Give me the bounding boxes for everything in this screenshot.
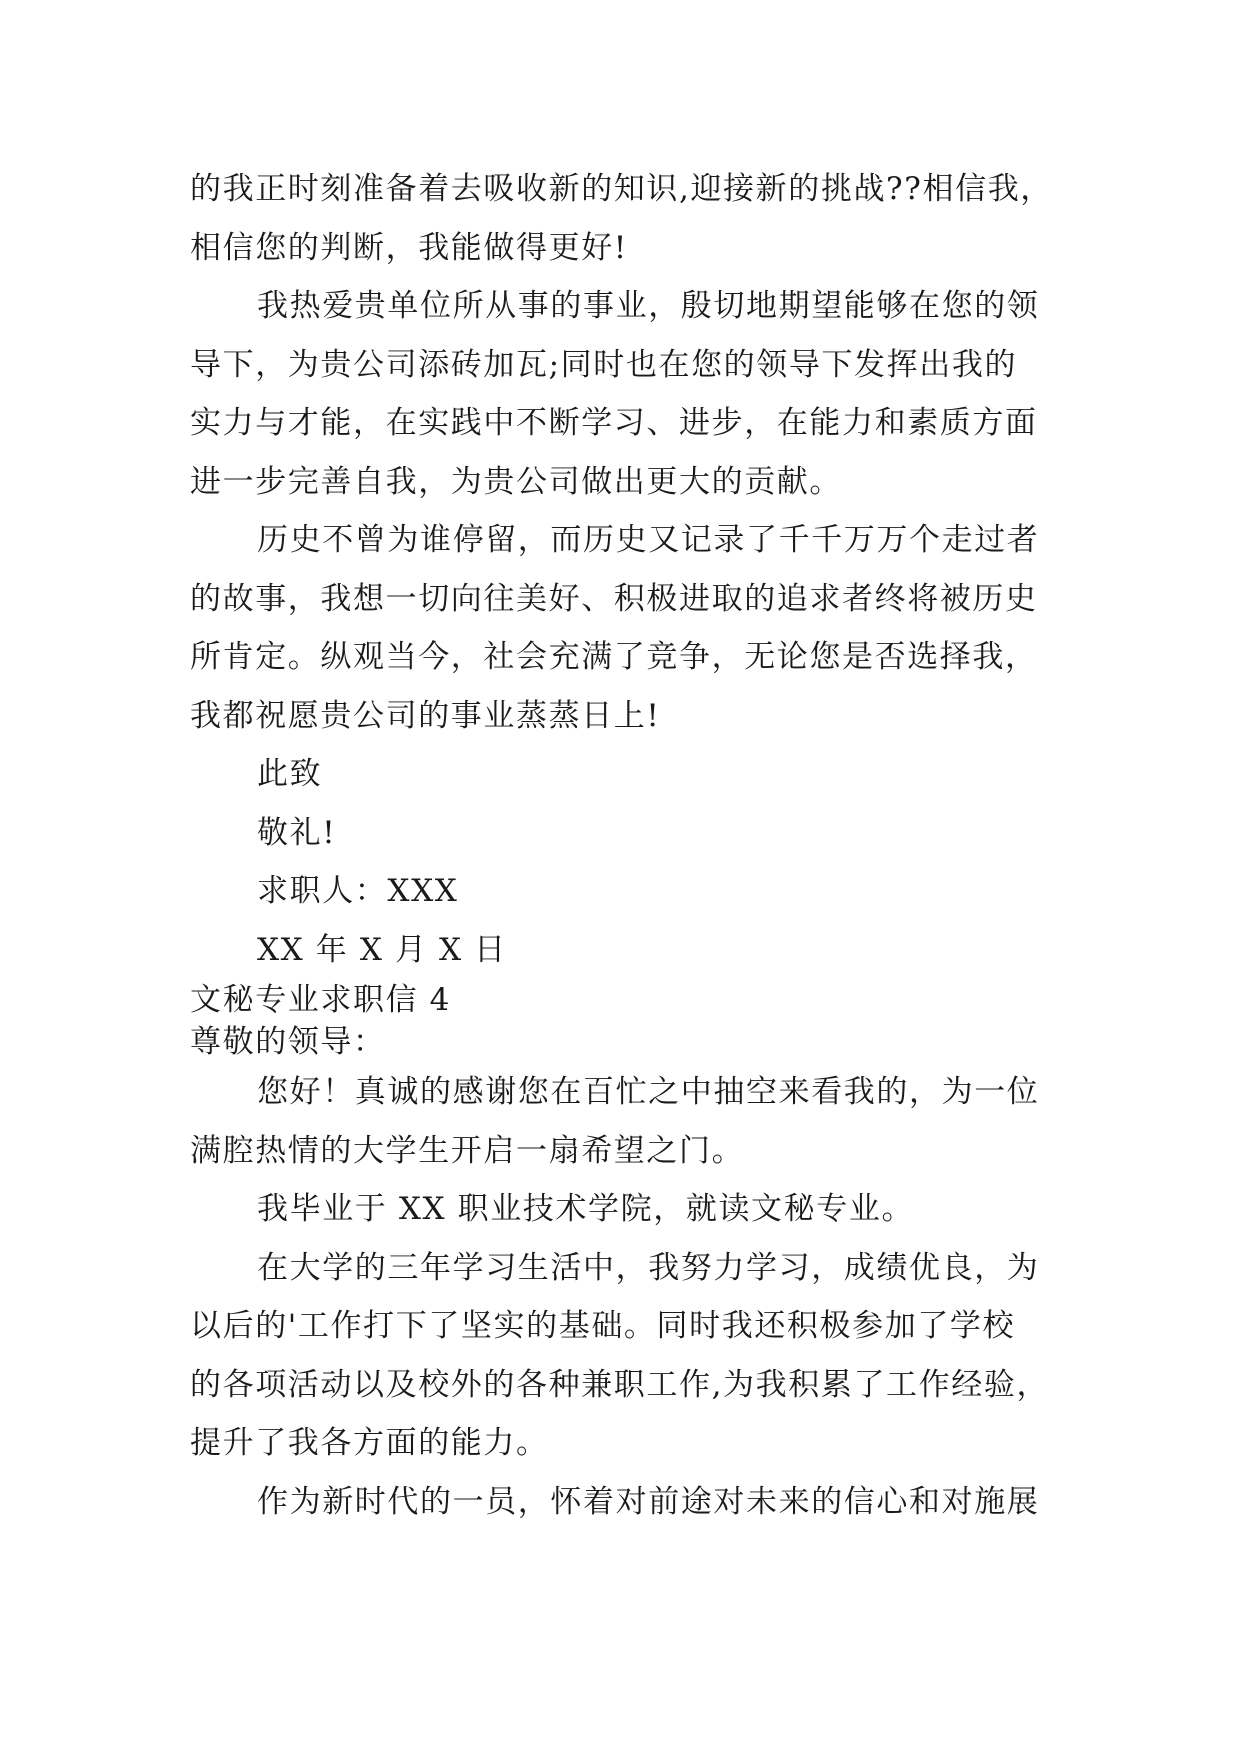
paragraph-line: 进一步完善自我，为贵公司做出更大的贡献。 [190, 463, 842, 500]
paragraph-line: 导下，为贵公司添砖加瓦;同时也在您的领导下发挥出我的 [190, 346, 1018, 383]
section-title: 文秘专业求职信 4 [190, 982, 451, 1018]
paragraph-line: 满腔热情的大学生开启一扇希望之门。 [190, 1132, 745, 1169]
salutation-line: 敬礼! [257, 814, 337, 851]
paragraph-line: 实力与才能，在实践中不断学习、进步，在能力和素质方面 [190, 405, 1038, 441]
paragraph-line: 在大学的三年学习生活中，我努力学习，成绩优良，为 [257, 1249, 1040, 1286]
paragraph-line: 作为新时代的一员，怀着对前途对未来的信心和对施展 [257, 1483, 1040, 1520]
paragraph-line: 所肯定。纵观当今，社会充满了竞争，无论您是否选择我， [190, 639, 1038, 675]
closing-line: 此致 [257, 756, 323, 792]
signature-line: 求职人：XXX [257, 873, 459, 909]
greeting-line: 尊敬的领导： [190, 1024, 386, 1060]
paragraph-line: 的我正时刻准备着去吸收新的知识,迎接新的挑战??相信我， [190, 171, 1053, 207]
paragraph-line: 的各项活动以及校外的各种兼职工作,为我积累了工作经验， [190, 1366, 1050, 1403]
paragraph-line: 我毕业于 XX 职业技术学院，就读文秘专业。 [257, 1191, 915, 1227]
paragraph-line: 的故事，我想一切向往美好、积极进取的追求者终将被历史 [190, 580, 1038, 617]
paragraph-line: 相信您的判断，我能做得更好! [190, 229, 628, 266]
paragraph-line: 我都祝愿贵公司的事业蒸蒸日上! [190, 697, 661, 734]
paragraph-line: 我热爱贵单位所从事的事业，殷切地期望能够在您的领 [257, 288, 1040, 324]
paragraph-line: 您好！真诚的感谢您在百忙之中抽空来看我的，为一位 [257, 1074, 1040, 1110]
paragraph-line: 以后的'工作打下了坚实的基础。同时我还积极参加了学校 [190, 1308, 1016, 1344]
date-line: XX 年 X 月 X 日 [257, 931, 507, 968]
document-page [190, 160, 1090, 1531]
paragraph-line: 历史不曾为谁停留，而历史又记录了千千万万个走过者 [257, 522, 1040, 558]
paragraph-line: 提升了我各方面的能力。 [190, 1425, 549, 1461]
